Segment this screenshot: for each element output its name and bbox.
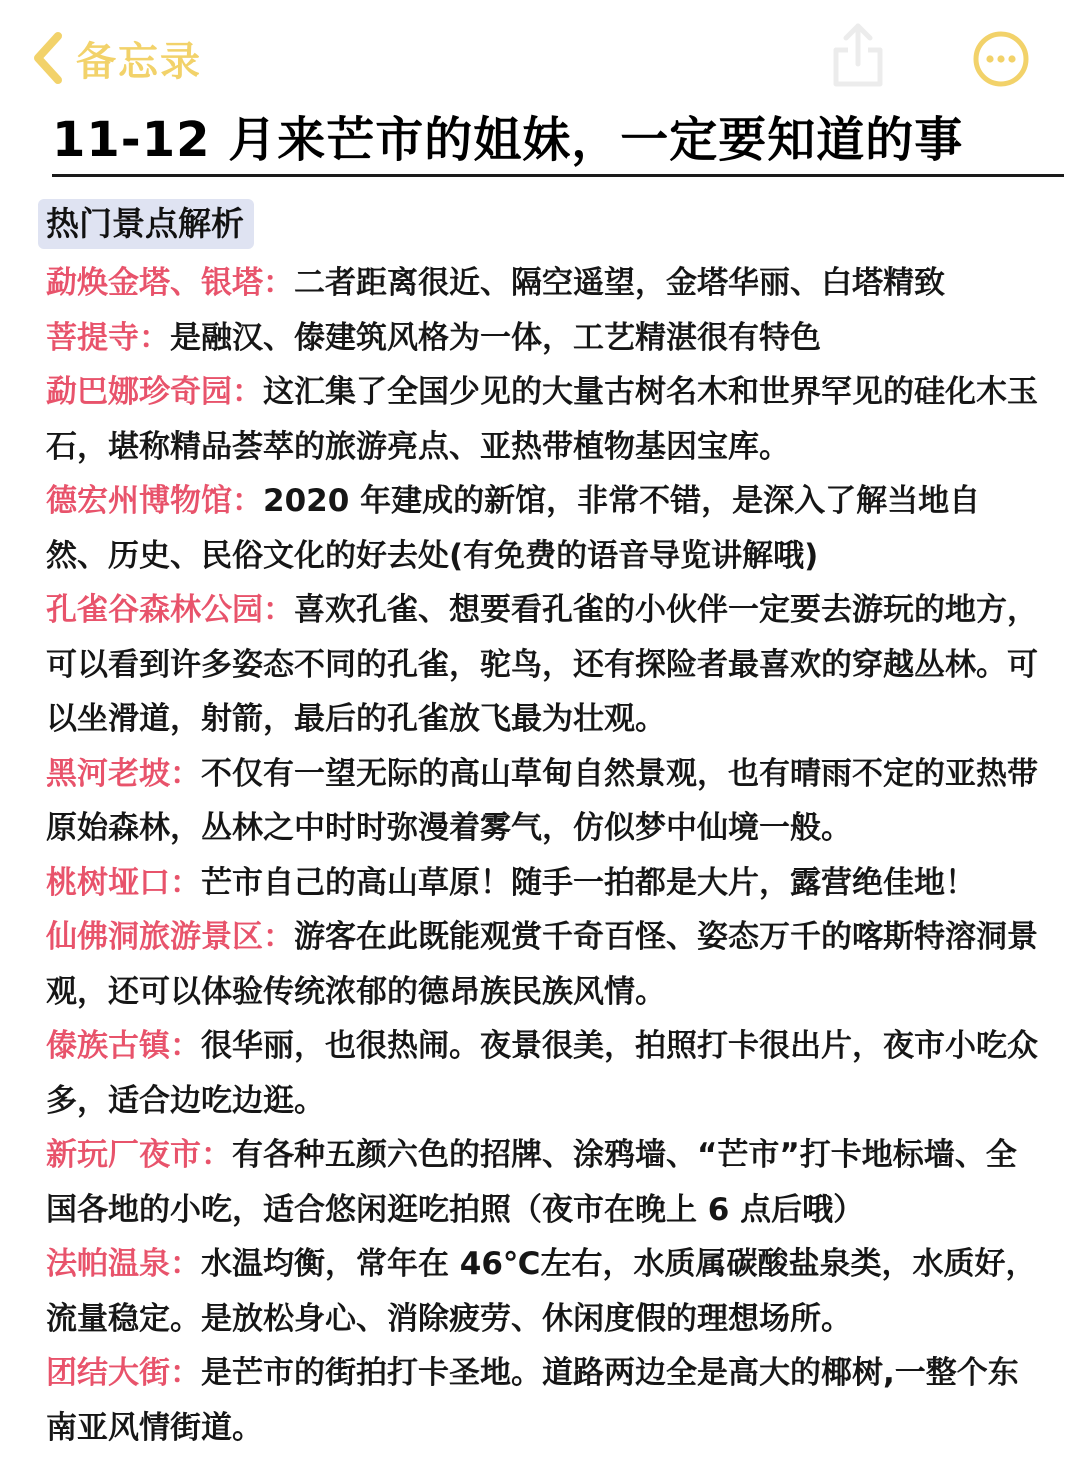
- chevron-left-icon: [30, 30, 64, 86]
- attraction-name: 仙佛洞旅游景区：: [46, 919, 294, 955]
- attraction-description: 这汇集了全国少见的大量古树名木和世界罕见的硅化木玉石，堪称精品荟萃的旅游亮点、亚热带植物基因宝库。: [46, 374, 1038, 465]
- attraction-entry: [46, 311, 1042, 366]
- attraction-name: 新玩厂夜市：: [46, 1137, 232, 1173]
- attraction-name: 菩提寺：: [46, 319, 170, 356]
- attraction-entry: [46, 365, 1042, 474]
- share-button[interactable]: [828, 20, 888, 90]
- attraction-entry: [46, 474, 1042, 583]
- more-button[interactable]: [972, 30, 1030, 88]
- attraction-entry: [46, 747, 1042, 856]
- attraction-name: 孔雀谷森林公园：: [46, 592, 294, 628]
- attraction-description: 很华丽，也很热闹。夜景很美，拍照打卡很出片，夜市小吃众多，适合边吃边逛。: [46, 1028, 1038, 1119]
- more-icon: [972, 30, 1030, 88]
- title-divider: [52, 174, 1064, 177]
- attraction-description: 二者距离很近、隔空遥望，金塔华丽、白塔精致: [294, 265, 945, 301]
- attraction-entry: [46, 1128, 1042, 1237]
- attraction-description: 喜欢孔雀、想要看孔雀的小伙伴一定要去游玩的地方，可以看到许多姿态不同的孔雀，驼鸟，还有探险者最喜欢的穿越丛林。可以坐滑道，射箭，最后的孔雀放飞最为壮观。: [46, 592, 1038, 737]
- attraction-description: 是融汉、傣建筑风格为一体，工艺精湛很有特色: [170, 319, 821, 356]
- attraction-description: 水温均衡，常年在 46℃左右，水质属碳酸盐泉类，水质好，流量稳定。是放松身心、消除疲劳、休闲度假的理想场所。: [46, 1246, 1037, 1337]
- attraction-entry: [46, 1237, 1042, 1346]
- attraction-description: 游客在此既能观赏千奇百怪、姿态万千的喀斯特溶洞景观，还可以体验传统浓郁的德昂族民族风情。: [46, 919, 1038, 1010]
- attraction-entry: [46, 256, 1042, 311]
- back-label: 备忘录: [76, 38, 202, 85]
- attraction-entry: [46, 856, 1042, 911]
- attraction-name: 德宏州博物馆：: [46, 483, 263, 519]
- attraction-entry: [46, 910, 1042, 1019]
- attraction-entry: [46, 1019, 1042, 1128]
- attraction-name: 桃树垭口：: [46, 864, 201, 901]
- attraction-description: 2020 年建成的新馆，非常不错，是深入了解当地自然、历史、民俗文化的好去处(有免费的语音导览讲解哦): [46, 483, 981, 574]
- top-nav-bar: [0, 0, 1080, 110]
- attraction-description: 不仅有一望无际的高山草甸自然景观，也有晴雨不定的亚热带原始森林，丛林之中时时弥漫着雾气，仿似梦中仙境一般。: [46, 755, 1038, 846]
- attraction-name: 傣族古镇：: [46, 1028, 201, 1064]
- attraction-description: 芒市自己的高山草原！随手一拍都是大片，露营绝佳地！: [201, 864, 976, 901]
- attraction-name: 团结大街：: [46, 1355, 201, 1391]
- attraction-description: 是芒市的街拍打卡圣地。道路两边全是高大的椰树,一整个东南亚风情街道。: [46, 1355, 1019, 1446]
- attraction-entry: [46, 583, 1042, 747]
- attraction-name: 勐焕金塔、银塔：: [46, 265, 294, 301]
- back-button[interactable]: [30, 28, 202, 88]
- attraction-list: [46, 256, 1042, 1455]
- section-heading: 热门景点解析: [38, 199, 254, 249]
- attraction-entry: [46, 1346, 1042, 1455]
- share-icon: [828, 20, 888, 90]
- note-title: 11-12 月来芒市的姐妹，一定要知道的事: [52, 112, 964, 168]
- attraction-name: 勐巴娜珍奇园：: [46, 374, 263, 410]
- attraction-name: 黑河老坡：: [46, 755, 201, 792]
- attraction-name: 法帕温泉：: [46, 1246, 201, 1282]
- attraction-description: 有各种五颜六色的招牌、涂鸦墙、“芒市”打卡地标墙、全国各地的小吃，适合悠闲逛吃拍照（夜市在晚上 6 点后哦）: [46, 1137, 1017, 1228]
